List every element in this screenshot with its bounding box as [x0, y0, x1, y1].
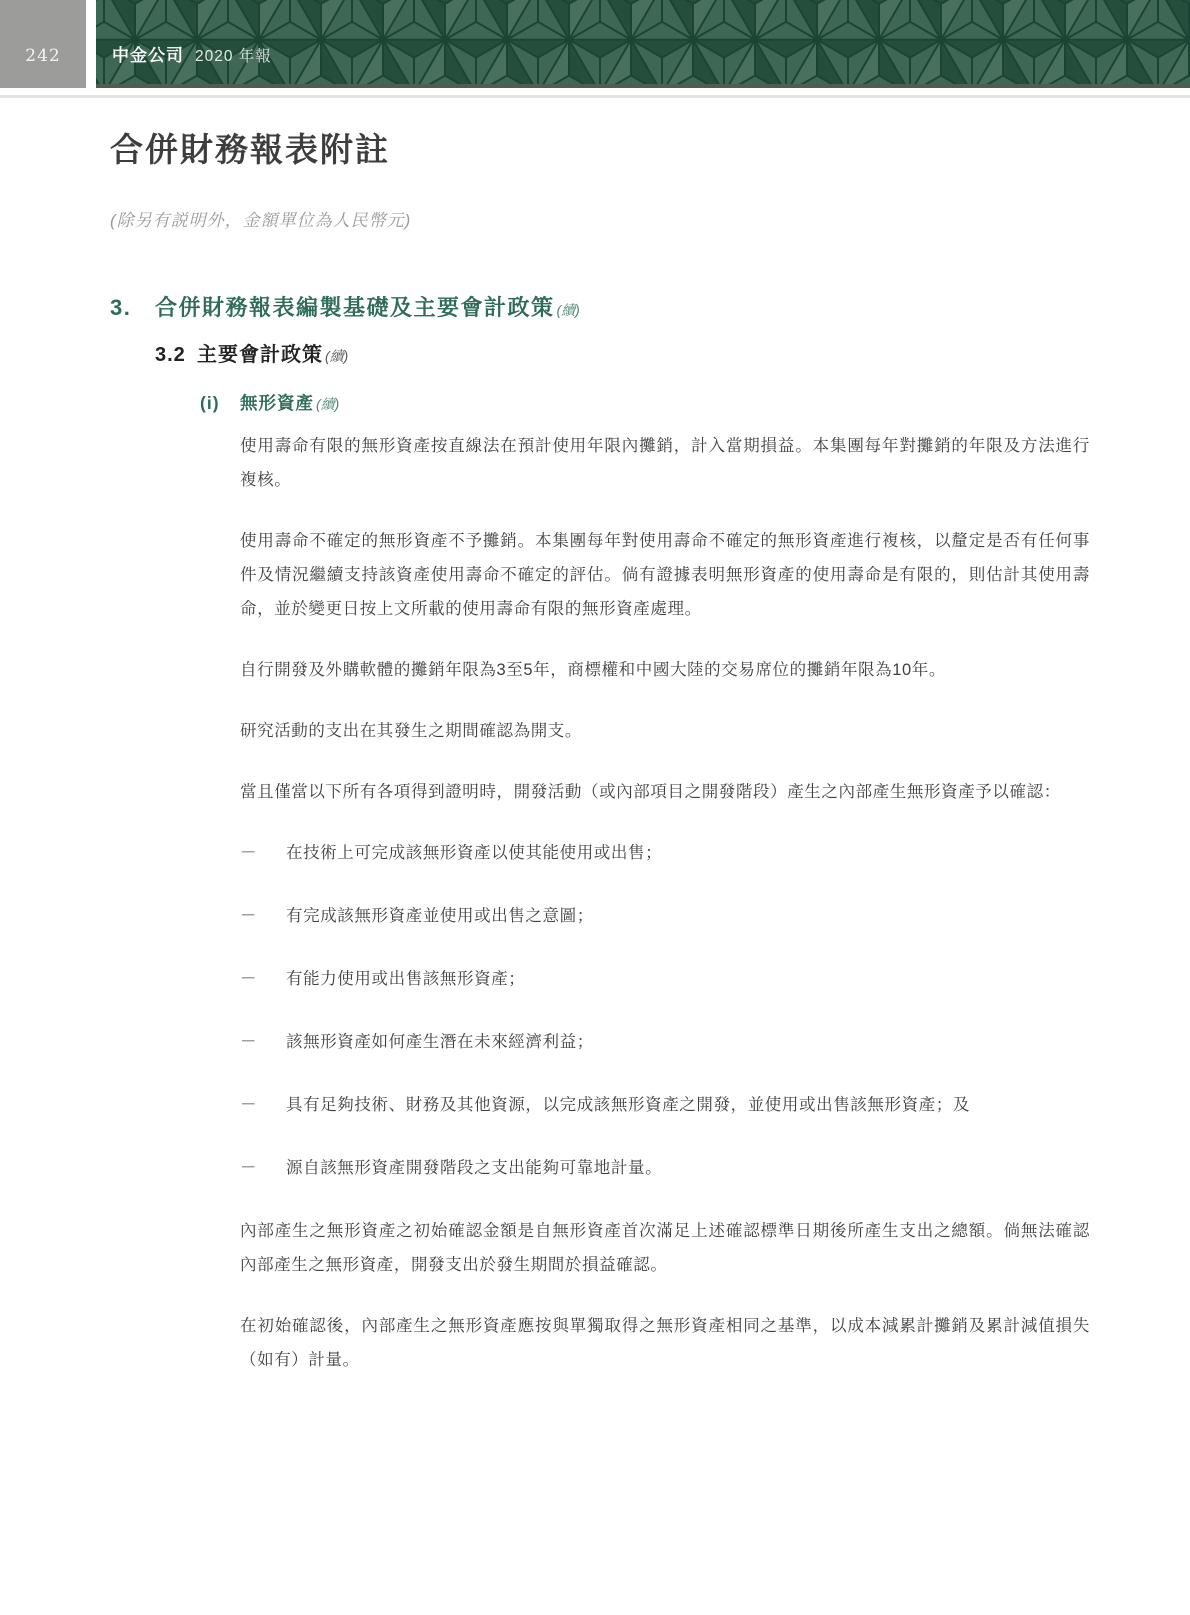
- page-title: 合併財務報表附註: [110, 130, 390, 169]
- bullet-item: [240, 836, 1090, 870]
- bullet-text: 具有足夠技術、財務及其他資源，以完成該無形資產之開發，並使用或出售該無形資產；及: [286, 1096, 970, 1114]
- bullet-dash: －: [240, 1159, 258, 1177]
- section-heading: [110, 293, 1090, 325]
- body-column: [240, 429, 1090, 1377]
- page-header: [0, 0, 1190, 102]
- criteria-bullet-list: [240, 836, 1090, 1185]
- subsection-heading: [155, 341, 1090, 370]
- paragraph: 研究活動的支出在其發生之期間確認為開支。: [240, 722, 582, 740]
- bullet-dash: －: [240, 970, 258, 988]
- subsection-continued: (續): [325, 348, 349, 364]
- item-title: 無形資產 (續): [240, 393, 340, 413]
- bullet-dash: －: [240, 1033, 258, 1051]
- section-continued: (續): [556, 302, 580, 318]
- bullet-dash: －: [240, 1096, 258, 1114]
- bullet-text: 該無形資產如何產生潛在未來經濟利益；: [286, 1033, 594, 1051]
- paragraph: 當且僅當以下所有各項得到證明時，開發活動（或內部項目之開發階段）產生之內部產生無形資產予以確認：: [240, 783, 1061, 801]
- brand: [112, 41, 272, 66]
- page-number-box: [0, 0, 86, 88]
- page-number: 242: [25, 46, 61, 66]
- paragraph: 使用壽命有限的無形資產按直線法在預計使用年限內攤銷，計入當期損益。本集團每年對攤銷的年限及方法進行複核。: [240, 437, 1090, 489]
- paragraph: 使用壽命不確定的無形資產不予攤銷。本集團每年對使用壽命不確定的無形資產進行複核，以釐定是否有任何事件及情況繼續支持該資產使用壽命不確定的評估。倘有證據表明無形資產的使用壽命是有限的，則估計其使用壽命，並於變更日按上文所載的使用壽命有限的無形資產處理。: [240, 532, 1090, 618]
- header-divider: [0, 95, 1190, 98]
- currency-note: (除另有説明外，金額單位為人民幣元): [110, 211, 412, 230]
- item-continued: (續): [316, 396, 340, 412]
- section-number: 3.: [110, 295, 132, 320]
- item-heading: [200, 390, 1090, 417]
- subsection-number: 3.2: [155, 344, 186, 366]
- paragraph: 自行開發及外購軟體的攤銷年限為3至5年，商標權和中國大陸的交易席位的攤銷年限為10年。: [240, 661, 947, 679]
- bullet-item: [240, 1151, 1090, 1185]
- item-number: (i): [200, 393, 220, 413]
- bullet-text: 在技術上可完成該無形資產以使其能使用或出售；: [286, 844, 663, 862]
- bullet-item: [240, 1088, 1090, 1122]
- subsection-title: 主要會計政策 (續): [197, 344, 349, 366]
- header-band: [96, 0, 1190, 88]
- bullet-text: 源自該無形資產開發階段之支出能夠可靠地計量。: [286, 1159, 663, 1177]
- paragraph: 內部產生之無形資產之初始確認金額是自無形資產首次滿足上述確認標準日期後所產生支出之總額。倘無法確認內部產生之無形資產，開發支出於發生期間於損益確認。: [240, 1222, 1090, 1274]
- bullet-item: [240, 962, 1090, 996]
- bullet-text: 有完成該無形資產並使用或出售之意圖；: [286, 907, 594, 925]
- brand-company-name: 中金公司: [112, 46, 184, 65]
- section-title: 合併財務報表編製基礎及主要會計政策 (續): [155, 295, 580, 320]
- bullet-item: [240, 1025, 1090, 1059]
- brand-report-year: 2020 年報: [195, 48, 272, 65]
- bullet-dash: －: [240, 907, 258, 925]
- bullet-item: [240, 899, 1090, 933]
- bullet-dash: －: [240, 844, 258, 862]
- bullet-text: 有能力使用或出售該無形資產；: [286, 970, 526, 988]
- paragraph: 在初始確認後，內部產生之無形資產應按與單獨取得之無形資產相同之基準，以成本減累計攤銷及累計減值損失（如有）計量。: [240, 1317, 1090, 1369]
